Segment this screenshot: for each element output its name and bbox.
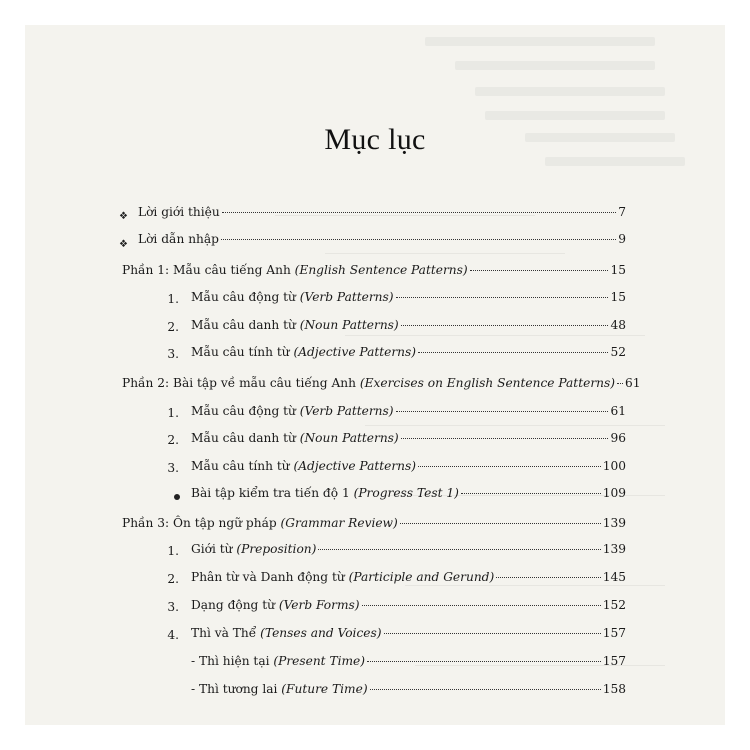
item-title-en: (Preposition) [236,542,317,556]
entry-page: 61 [610,404,626,418]
item-title: Giới từ [191,542,233,556]
entry-title: Lời giới thiệu [138,205,220,219]
toc-part-3[interactable] [122,516,626,536]
item-title: Dạng động từ [191,598,275,612]
entry-page: 7 [618,205,626,219]
item-title-en: (Adjective Patterns) [293,345,417,359]
toc-title: Mục lục [324,123,426,156]
toc-item[interactable] [191,345,626,365]
subitem-title-en: (Future Time) [281,682,368,696]
part-prefix: Phần 1: [122,263,170,277]
item-title: Mẫu câu danh từ [191,318,296,332]
item-title-en: (Participle and Gerund) [348,570,495,584]
dot-leader [400,523,601,524]
item-number: 1. [167,292,179,306]
item-title: Mẫu câu danh từ [191,431,296,445]
toc-entry-preface-intro[interactable] [138,205,626,225]
item-number: 2. [167,433,179,447]
entry-page: 152 [602,598,626,612]
dot-leader [401,325,609,326]
diamond-bullet-icon: ❖ [119,239,128,250]
entry-page: 157 [602,626,626,640]
item-number: 2. [167,320,179,334]
entry-page: 109 [602,486,626,500]
item-title: Phân từ và Danh động từ [191,570,345,584]
item-number: 4. [167,628,179,642]
part-title: Ôn tập ngữ pháp [172,516,277,530]
entry-page: 96 [610,431,626,445]
entry-page: 15 [610,290,626,304]
toc-entry-preface-lead-in[interactable] [138,232,626,252]
dot-leader [617,383,623,384]
item-title-en: (Noun Patterns) [299,431,399,445]
dot-leader [418,466,601,467]
part-title-en: (English Sentence Patterns) [294,263,468,277]
item-title-en: (Noun Patterns) [299,318,399,332]
dot-leader [221,239,616,240]
toc-item[interactable] [191,570,626,590]
item-title: Mẫu câu động từ [191,404,296,418]
dot-leader [470,270,609,271]
item-title: Bài tập kiểm tra tiến độ 1 [191,486,350,500]
dot-leader [222,212,617,213]
dot-leader [496,577,601,578]
toc-part-1[interactable] [122,263,626,283]
part-title-en: (Exercises on English Sentence Patterns) [359,376,616,390]
item-number: 3. [167,347,179,361]
item-number: 3. [167,600,179,614]
entry-page: 145 [602,570,626,584]
item-title: Mẫu câu tính từ [191,345,290,359]
dot-leader [362,605,601,606]
part-title: Bài tập về mẫu câu tiếng Anh [172,376,356,390]
item-number: 2. [167,572,179,586]
dot-leader [401,438,609,439]
entry-page: 158 [602,682,626,696]
item-title-en: (Progress Test 1) [353,486,459,500]
dot-leader [318,549,600,550]
entry-page: 52 [610,345,626,359]
toc-item[interactable] [191,598,626,618]
entry-page: 157 [602,654,626,668]
dot-leader [396,297,609,298]
toc-item[interactable] [191,459,626,479]
part-prefix: Phần 3: [122,516,170,530]
subitem-title: - Thì hiện tại [191,654,270,668]
entry-page: 100 [602,459,626,473]
subitem-title-en: (Present Time) [273,654,366,668]
entry-page: 15 [610,263,626,277]
item-number: 3. [167,461,179,475]
toc-item-progress-test[interactable] [191,486,626,506]
toc-item[interactable] [191,626,626,646]
toc-item[interactable] [191,431,626,451]
entry-page: 139 [602,516,626,530]
item-title: Mẫu câu động từ [191,290,296,304]
item-title: Thì và Thể [191,626,257,640]
part-title: Mẫu câu tiếng Anh [172,263,291,277]
part-title-en: (Grammar Review) [280,516,398,530]
dot-leader [384,633,601,634]
entry-title: Lời dẫn nhập [138,232,219,246]
toc-subitem[interactable] [191,654,626,674]
toc-item[interactable] [191,318,626,338]
item-title-en: (Verb Forms) [278,598,360,612]
entry-page: 9 [618,232,626,246]
dot-leader [367,661,601,662]
dot-leader [418,352,608,353]
toc-item[interactable] [191,542,626,562]
dot-leader [370,689,601,690]
item-title-en: (Verb Patterns) [299,404,394,418]
item-title-en: (Adjective Patterns) [293,459,417,473]
part-prefix: Phần 2: [122,376,170,390]
entry-page: 48 [610,318,626,332]
item-number: 1. [167,544,179,558]
entry-page: 139 [602,542,626,556]
diamond-bullet-icon: ❖ [119,211,128,222]
dot-leader [461,493,601,494]
toc-item[interactable] [191,404,626,424]
dot-leader [396,411,609,412]
item-number: 1. [167,406,179,420]
toc-item[interactable] [191,290,626,310]
toc-subitem[interactable] [191,682,626,702]
subitem-title: - Thì tương lai [191,682,278,696]
item-title-en: (Verb Patterns) [299,290,394,304]
entry-page: 61 [625,376,641,390]
round-bullet-icon [174,494,180,500]
toc-part-2[interactable] [122,376,641,396]
book-page [25,25,725,725]
item-title-en: (Tenses and Voices) [260,626,382,640]
item-title: Mẫu câu tính từ [191,459,290,473]
